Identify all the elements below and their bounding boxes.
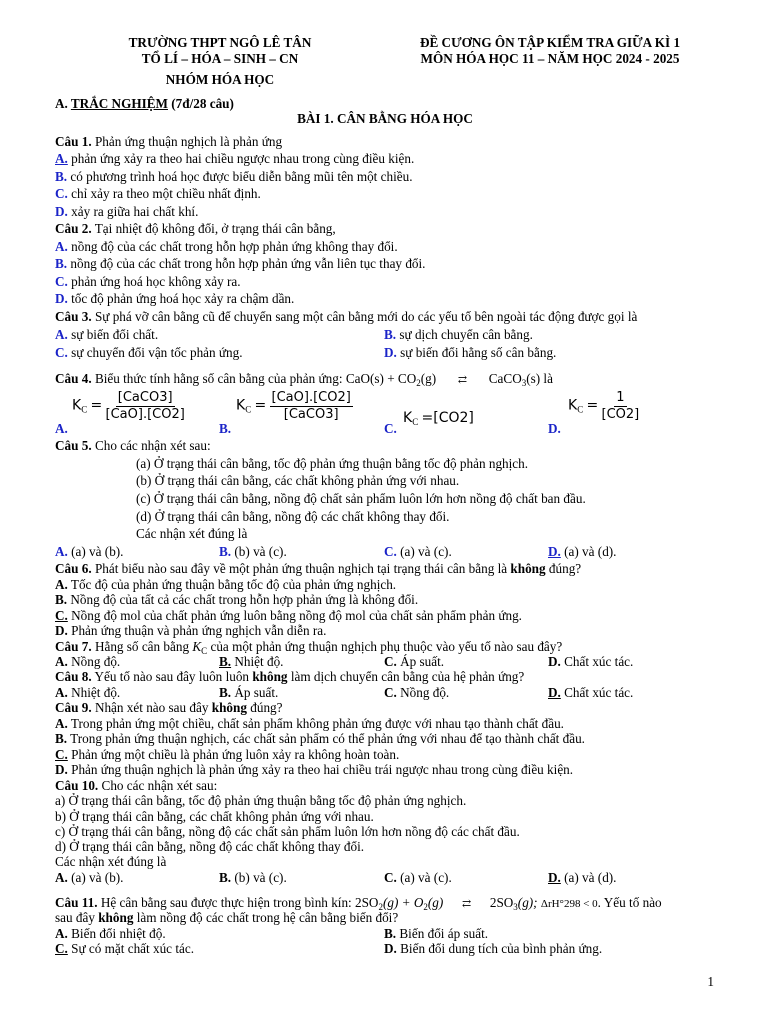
q6-option-b: B. Nồng độ của tất cả các chất trong hỗn hợp phản ứng là không đổi.: [55, 592, 419, 607]
q7-option-d: D. Chất xúc tác.: [548, 654, 634, 669]
q5-statement-a: (a) Ở trạng thái cân bằng, tốc độ phản ứng thuận bằng tốc độ phản nghịch.: [136, 456, 529, 471]
question-5: Câu 5. Cho các nhận xét sau:: [55, 438, 211, 453]
q2-option-d: D. tốc độ phản ứng hoá học xảy ra chậm dần.: [55, 291, 295, 306]
q5-statement-d: (d) Ở trạng thái cân bằng, nồng độ các chất không thay đổi.: [136, 509, 450, 524]
question-7: Câu 7. Hằng số cân bằng $K_C$ của một phản ứng thuận nghịch phụ thuộc vào yếu tố nào sau đây?: [55, 639, 563, 656]
exam-title: ĐỀ CƯƠNG ÔN TẬP KIỂM TRA GIỮA KÌ 1: [419, 35, 681, 50]
group-name: NHÓM HÓA HỌC: [165, 72, 275, 87]
question-4: Câu 4. Biểu thức tính hằng số cân bằng của phản ứng: $CaO(s) + CO_2(g)$ ⇄ CaCO$_3$(s) là: [55, 371, 553, 388]
q9-option-a: A. Trong phản ứng một chiều, chất sản phẩm không phản ứng được với nhau tạo thành chất đầu.: [55, 716, 564, 731]
q10-option-b: B. (b) và (c).: [219, 870, 287, 885]
q4-option-a-label: A.: [55, 421, 68, 436]
section-heading: A. TRẮC NGHIỆM (7đ/28 câu): [55, 96, 234, 111]
q3-option-b: B. sự dịch chuyển cân bằng.: [384, 327, 533, 342]
q5-option-a: A. (a) và (b).: [55, 544, 124, 559]
question-11: Câu 11. Hệ cân bằng sau được thực hiện trong bình kín: $2SO_2(g) + O_2(g)$ ⇄ $2SO_3(g)$; ΔrH°298 < 0. Yếu tố nào: [55, 895, 662, 912]
q6-option-a: A. Tốc độ của phản ứng thuận bằng tốc độ của phản ứng nghịch.: [55, 577, 397, 592]
q10-option-a: A. (a) và (b).: [55, 870, 124, 885]
q8-option-b: B. Áp suất.: [219, 685, 279, 700]
q4-option-a-formula: $K_C$ = $\frac{\text{[CaCO3]}}{\text{[CaO].[CO2]}}$: [72, 390, 185, 422]
q3-option-a: A. sự biến đổi chất.: [55, 327, 159, 342]
q3-option-c: C. sự chuyển đổi vận tốc phản ứng.: [55, 345, 243, 360]
q10-statement-d: d) Ở trạng thái cân bằng, nồng độ các chất không thay đổi.: [55, 839, 365, 854]
q5-statement-c: (c) Ở trạng thái cân bằng, nồng độ chất sản phẩm luôn lớn hơn nồng độ chất ban đầu.: [136, 491, 586, 506]
question-11-line2: sau đây không làm nồng độ các chất trong hệ cân bằng biến đổi?: [55, 910, 399, 925]
enthalpy-expression: ΔrH°298 < 0: [540, 898, 598, 910]
question-10: Câu 10. Cho các nhận xét sau:: [55, 778, 218, 793]
q1-option-c: C. chỉ xảy ra theo một chiều nhất định.: [55, 186, 261, 201]
q7-option-c: C. Áp suất.: [384, 654, 445, 669]
q11-option-a: A. Biến đổi nhiệt độ.: [55, 926, 166, 941]
q2-option-b: B. nồng độ của các chất trong hỗn hợp phản ứng vẫn liên tục thay đổi.: [55, 256, 426, 271]
q3-option-d: D. sự biến đổi hằng số cân bằng.: [384, 345, 557, 360]
q10-option-d: D. (a) và (d).: [548, 870, 617, 885]
question-1: Câu 1. Phản ứng thuận nghịch là phản ứng: [55, 134, 283, 149]
q9-option-b: B. Trong phản ứng thuận nghịch, các chất sản phẩm có thể phản ứng với nhau để tạo thành chất đầu.: [55, 731, 585, 746]
q7-option-a: A. Nồng độ.: [55, 654, 121, 669]
question-9: Câu 9. Nhận xét nào sau đây không đúng?: [55, 700, 283, 715]
q5-option-d: D. (a) và (d).: [548, 544, 617, 559]
q1-option-a: A. phản ứng xảy ra theo hai chiều ngược nhau trong cùng điều kiện.: [55, 151, 415, 166]
q11-option-b: B. Biến đổi áp suất.: [384, 926, 489, 941]
q9-option-d: D. Phản ứng thuận nghịch là phản ứng xảy ra theo hai chiều trái ngược nhau trong cùng điều kiện.: [55, 762, 574, 777]
q10-statement-b: b) Ở trạng thái cân bằng, các chất không phản ứng với nhau.: [55, 809, 374, 824]
page-number: 1: [707, 974, 714, 989]
q4-option-b-formula: $K_C$ = $\frac{\text{[CaO].[CO2]}}{\text{[CaCO3]}}$: [236, 390, 351, 422]
q10-prompt: Các nhận xét đúng là: [55, 854, 167, 869]
question-8: Câu 8. Yếu tố nào sau đây luôn luôn không làm dịch chuyển cân bằng của hệ phản ứng?: [55, 669, 525, 684]
q10-option-c: C. (a) và (c).: [384, 870, 452, 885]
q4-option-c-label: C.: [384, 421, 397, 436]
q11-option-d: D. Biến đổi dung tích của bình phản ứng.: [384, 941, 603, 956]
lesson-title: BÀI 1. CÂN BẰNG HÓA HỌC: [297, 111, 473, 126]
question-3: Câu 3. Sự phá vỡ cân bằng cũ để chuyển sang một cân bằng mới do các yếu tố bên ngoài tác động được gọi là: [55, 309, 638, 324]
equilibrium-arrow-icon: ⇄: [457, 374, 468, 386]
q2-option-a: A. nồng độ của các chất trong hỗn hợp phản ứng không thay đổi.: [55, 239, 398, 254]
q8-option-c: C. Nồng độ.: [384, 685, 450, 700]
q6-option-c: C. Nồng độ mol của chất phản ứng luôn bằng nồng độ mol của chất sản phẩm phản ứng.: [55, 608, 522, 623]
q6-option-d: D. Phản ứng thuận và phản ứng nghịch vẫn diễn ra.: [55, 623, 327, 638]
department-name: TỔ LÍ – HÓA – SINH – CN: [141, 51, 299, 66]
q2-option-c: C. phản ứng hoá học không xảy ra.: [55, 274, 241, 289]
equilibrium-arrow-icon: ⇄: [461, 898, 472, 910]
q1-option-d: D. xảy ra giữa hai chất khí.: [55, 204, 199, 219]
q4-option-d-formula: $K_C$ = $\frac{1}{[CO2]}$: [568, 390, 640, 422]
q5-statement-b: (b) Ở trạng thái cân bằng, các chất không phản ứng với nhau.: [136, 473, 460, 488]
q4-option-b-label: B.: [219, 421, 232, 436]
q5-option-c: C. (a) và (c).: [384, 544, 452, 559]
q1-option-b: B. có phương trình hoá học được biểu diễn bằng mũi tên một chiều.: [55, 169, 413, 184]
q7-option-b: B. Nhiệt độ.: [219, 654, 284, 669]
q9-option-c: C. Phản ứng một chiều là phản ứng luôn xảy ra không hoàn toàn.: [55, 747, 400, 762]
q10-statement-a: a) Ở trạng thái cân bằng, tốc độ phản ứng thuận bằng tốc độ phản ứng nghịch.: [55, 793, 467, 808]
q5-prompt: Các nhận xét đúng là: [136, 526, 248, 541]
q4-option-d-label: D.: [548, 421, 561, 436]
q5-option-b: B. (b) và (c).: [219, 544, 287, 559]
q8-option-a: A. Nhiệt độ.: [55, 685, 121, 700]
q10-statement-c: c) Ở trạng thái cân bằng, nồng độ các chất sản phẩm luôn lớn hơn nồng độ các chất đầu.: [55, 824, 520, 839]
question-2: Câu 2. Tại nhiệt độ không đổi, ở trạng thái cân bằng,: [55, 221, 336, 236]
q11-option-c: C. Sự có mặt chất xúc tác.: [55, 941, 194, 956]
subject-year: MÔN HÓA HỌC 11 – NĂM HỌC 2024 - 2025: [420, 51, 680, 66]
q4-option-c-formula: $K_C =[CO2]$: [403, 410, 474, 427]
school-name: TRƯỜNG THPT NGÔ LÊ TÂN: [128, 35, 312, 50]
question-6: Câu 6. Phát biểu nào sau đây về một phản ứng thuận nghịch tại trạng thái cân bằng là không đúng?: [55, 561, 582, 576]
q8-option-d: D. Chất xúc tác.: [548, 685, 634, 700]
